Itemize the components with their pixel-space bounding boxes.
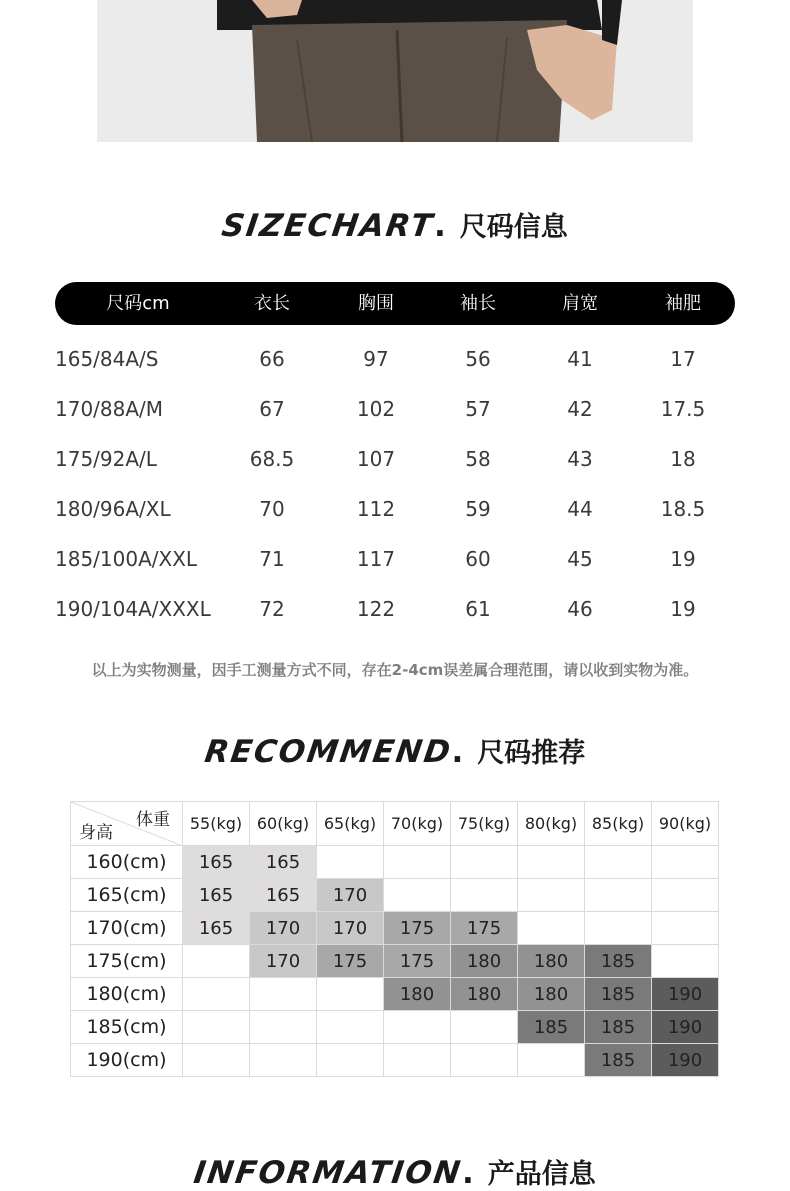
height-label: 180(cm) (71, 978, 183, 1011)
recommend-cell (518, 1044, 585, 1077)
recommend-cell: 170 (250, 912, 317, 945)
weight-header: 85(kg) (585, 802, 652, 846)
recommend-cell (183, 1044, 250, 1077)
recommend-cell: 190 (652, 1011, 719, 1044)
recommend-cell (250, 978, 317, 1011)
table-row (71, 1011, 719, 1044)
recommend-cell (585, 879, 652, 912)
height-label: 175(cm) (71, 945, 183, 978)
sleeve-width-cell: 18 (670, 447, 696, 471)
size-cell: 180/96A/XL (55, 497, 171, 521)
recommend-cell: 180 (518, 945, 585, 978)
height-label: 190(cm) (71, 1044, 183, 1077)
recommend-cell: 170 (317, 879, 384, 912)
table-row (0, 494, 790, 524)
information-title-dot: . (461, 1155, 474, 1191)
recommend-cell: 180 (451, 945, 518, 978)
recommend-cell: 165 (183, 846, 250, 879)
corner-height-label: 身高 (79, 823, 113, 843)
chest-cell: 107 (356, 447, 396, 471)
recommend-cell (585, 846, 652, 879)
header-size: 尺码cm (106, 293, 170, 314)
table-row (71, 978, 719, 1011)
sleeve-width-cell: 19 (670, 597, 696, 621)
recommend-cell: 185 (585, 945, 652, 978)
sleeve-cell: 61 (465, 597, 491, 621)
sizechart-title-en: SIZECHART (219, 208, 437, 244)
recommend-cell (250, 1011, 317, 1044)
height-label: 160(cm) (71, 846, 183, 879)
table-row (0, 344, 790, 374)
length-cell: 66 (259, 347, 285, 371)
sleeve-cell: 60 (465, 547, 491, 571)
recommend-cell (518, 879, 585, 912)
recommend-cell: 180 (451, 978, 518, 1011)
chest-cell: 102 (356, 397, 396, 421)
recommend-cell: 175 (317, 945, 384, 978)
recommend-cell: 180 (518, 978, 585, 1011)
recommend-cell (652, 879, 719, 912)
header-shoulder: 肩宽 (562, 293, 598, 314)
weight-header: 80(kg) (518, 802, 585, 846)
corner-cell (71, 802, 183, 846)
recommend-cell: 190 (652, 978, 719, 1011)
size-table-header (55, 282, 735, 325)
recommend-title-dot: . (451, 734, 464, 770)
weight-header: 65(kg) (317, 802, 384, 846)
recommend-title-cn: 尺码推荐 (477, 738, 586, 769)
recommend-cell (451, 1011, 518, 1044)
recommend-cell (451, 879, 518, 912)
recommend-cell: 175 (451, 912, 518, 945)
recommend-cell: 180 (384, 978, 451, 1011)
recommend-cell (317, 978, 384, 1011)
shoulder-cell: 46 (567, 597, 593, 621)
table-row (0, 444, 790, 474)
recommend-heading (0, 731, 790, 770)
recommend-cell: 170 (317, 912, 384, 945)
header-sleeve-width: 袖肥 (665, 293, 701, 314)
recommend-cell (384, 1044, 451, 1077)
recommend-cell: 185 (585, 978, 652, 1011)
size-cell: 190/104A/XXXL (55, 597, 211, 621)
shoulder-cell: 45 (567, 547, 593, 571)
product-photo (97, 0, 693, 142)
recommend-cell (585, 912, 652, 945)
shoulder-cell: 43 (567, 447, 593, 471)
recommend-title-en: RECOMMEND (202, 734, 454, 770)
table-row (71, 879, 719, 912)
recommend-cell: 190 (652, 1044, 719, 1077)
recommend-cell (518, 846, 585, 879)
length-cell: 68.5 (249, 447, 295, 471)
size-cell: 185/100A/XXL (55, 547, 198, 571)
recommend-cell: 165 (183, 912, 250, 945)
size-cell: 165/84A/S (55, 347, 159, 371)
sleeve-cell: 57 (465, 397, 491, 421)
recommend-cell (183, 945, 250, 978)
chest-cell: 112 (356, 497, 396, 521)
sleeve-cell: 58 (465, 447, 491, 471)
chest-cell: 97 (363, 347, 389, 371)
length-cell: 67 (259, 397, 285, 421)
recommend-cell: 175 (384, 912, 451, 945)
header-chest: 胸围 (358, 293, 394, 314)
recommend-cell (652, 945, 719, 978)
table-row (71, 912, 719, 945)
table-row (0, 394, 790, 424)
recommend-cell (183, 1011, 250, 1044)
information-title-en: INFORMATION (191, 1155, 465, 1191)
size-cell: 170/88A/M (55, 397, 164, 421)
measurement-note: 以上为实物测量，因手工测量方式不同，存在2-4cm误差属合理范围，请以收到实物为准。 (91, 661, 699, 679)
recommend-cell (384, 879, 451, 912)
recommend-cell (317, 1011, 384, 1044)
weight-header: 60(kg) (250, 802, 317, 846)
weight-header: 90(kg) (652, 802, 719, 846)
shoulder-cell: 41 (567, 347, 593, 371)
length-cell: 71 (259, 547, 285, 571)
sizechart-title-cn: 尺码信息 (459, 212, 568, 243)
recommend-cell: 165 (250, 879, 317, 912)
table-row (71, 945, 719, 978)
recommend-cell (451, 1044, 518, 1077)
header-length: 衣长 (254, 293, 290, 314)
recommend-cell: 170 (250, 945, 317, 978)
recommend-cell: 175 (384, 945, 451, 978)
recommend-cell (317, 1044, 384, 1077)
size-cell: 175/92A/L (55, 447, 157, 471)
weight-header: 55(kg) (183, 802, 250, 846)
shoulder-cell: 44 (567, 497, 593, 521)
table-row (0, 544, 790, 574)
weight-header: 70(kg) (384, 802, 451, 846)
length-cell: 70 (259, 497, 285, 521)
sleeve-width-cell: 17 (670, 347, 696, 371)
length-cell: 72 (259, 597, 285, 621)
recommend-cell (518, 912, 585, 945)
sleeve-width-cell: 17.5 (660, 397, 706, 421)
recommend-table (70, 801, 719, 1077)
recommend-cell: 185 (518, 1011, 585, 1044)
weight-header: 75(kg) (451, 802, 518, 846)
recommend-cell: 165 (183, 879, 250, 912)
recommend-cell (652, 912, 719, 945)
recommend-cell (451, 846, 518, 879)
recommend-cell (384, 846, 451, 879)
height-label: 170(cm) (71, 912, 183, 945)
sleeve-width-cell: 19 (670, 547, 696, 571)
sleeve-cell: 56 (465, 347, 491, 371)
corner-weight-label: 体重 (136, 810, 170, 830)
sizechart-title-dot: . (434, 208, 446, 244)
chest-cell: 122 (356, 597, 396, 621)
recommend-cell (317, 846, 384, 879)
recommend-cell (183, 978, 250, 1011)
table-row (71, 1044, 719, 1077)
height-label: 165(cm) (71, 879, 183, 912)
sizechart-heading (0, 205, 790, 244)
recommend-cell (384, 1011, 451, 1044)
weight-header-row (71, 802, 719, 846)
recommend-cell: 185 (585, 1044, 652, 1077)
recommend-cell: 165 (250, 846, 317, 879)
height-label: 185(cm) (71, 1011, 183, 1044)
shoulder-cell: 42 (567, 397, 593, 421)
recommend-cell (652, 846, 719, 879)
sleeve-width-cell: 18.5 (660, 497, 706, 521)
table-row (0, 594, 790, 624)
information-heading (0, 1152, 790, 1191)
information-title-cn: 产品信息 (487, 1159, 596, 1190)
chest-cell: 117 (356, 547, 396, 571)
recommend-cell (250, 1044, 317, 1077)
table-row (71, 846, 719, 879)
header-sleeve: 袖长 (460, 293, 496, 314)
sleeve-cell: 59 (465, 497, 491, 521)
recommend-cell: 185 (585, 1011, 652, 1044)
